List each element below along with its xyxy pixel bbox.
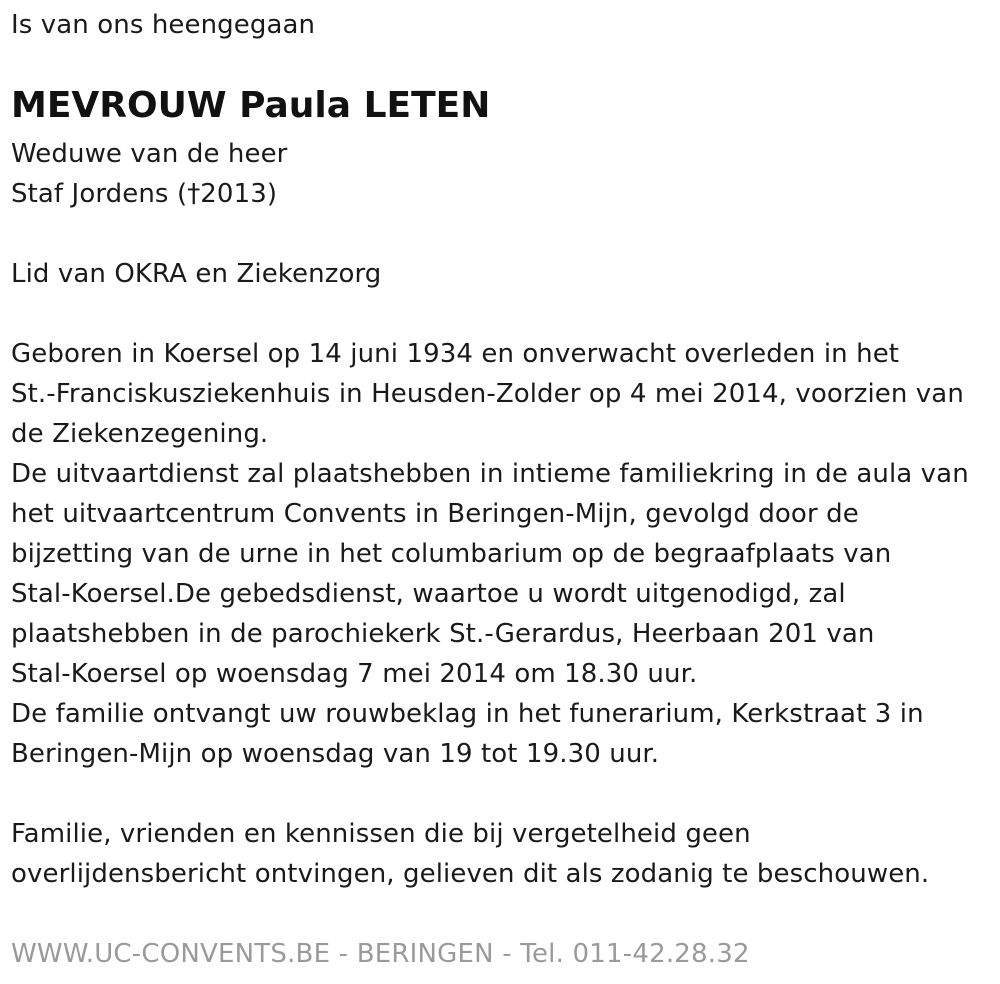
intro-text: Is van ons heengegaan — [11, 10, 316, 40]
notice-block — [11, 814, 929, 894]
main-text-line: de Ziekenzegening. — [11, 419, 269, 449]
main-text-line: Stal-Koersel.De gebedsdienst, waartoe u wordt uitgenodigd, zal — [11, 579, 846, 609]
spouse-line: Staf Jordens (†2013) — [11, 179, 278, 209]
widow-line: Weduwe van de heer — [11, 139, 288, 169]
main-text-line: bijzetting van de urne in het columbarium op de begraafplaats van — [11, 539, 892, 569]
deceased-name: MEVROUW Paula LETEN — [11, 85, 491, 126]
membership-block — [11, 254, 381, 294]
main-text-line: St.-Franciskusziekenhuis in Heusden-Zolder op 4 mei 2014, voorzien van — [11, 379, 964, 409]
widow-block — [11, 134, 287, 214]
membership-text: Lid van OKRA en Ziekenzorg — [11, 259, 382, 289]
main-text-line: Stal-Koersel op woensdag 7 mei 2014 om 18.30 uur. — [11, 659, 698, 689]
main-text-line: De uitvaartdienst zal plaatshebben in intieme familiekring in de aula van — [11, 459, 969, 489]
main-text-line: Geboren in Koersel op 14 juni 1934 en onverwacht overleden in het — [11, 339, 900, 369]
main-text-line: De familie ontvangt uw rouwbeklag in het funerarium, Kerkstraat 3 in — [11, 699, 924, 729]
main-text-line: Beringen-Mijn op woensdag van 19 tot 19.30 uur. — [11, 739, 660, 769]
footer-contact: WWW.UC-CONVENTS.BE - BERINGEN - Tel. 011-42.28.32 — [11, 939, 750, 969]
main-text-block — [11, 334, 969, 774]
main-text-line: plaatshebben in de parochiekerk St.-Gerardus, Heerbaan 201 van — [11, 619, 875, 649]
notice-line: Familie, vrienden en kennissen die bij vergetelheid geen — [11, 819, 751, 849]
notice-line: overlijdensbericht ontvingen, gelieven dit als zodanig te beschouwen. — [11, 859, 930, 889]
main-text-line: het uitvaartcentrum Convents in Beringen-Mijn, gevolgd door de — [11, 499, 859, 529]
